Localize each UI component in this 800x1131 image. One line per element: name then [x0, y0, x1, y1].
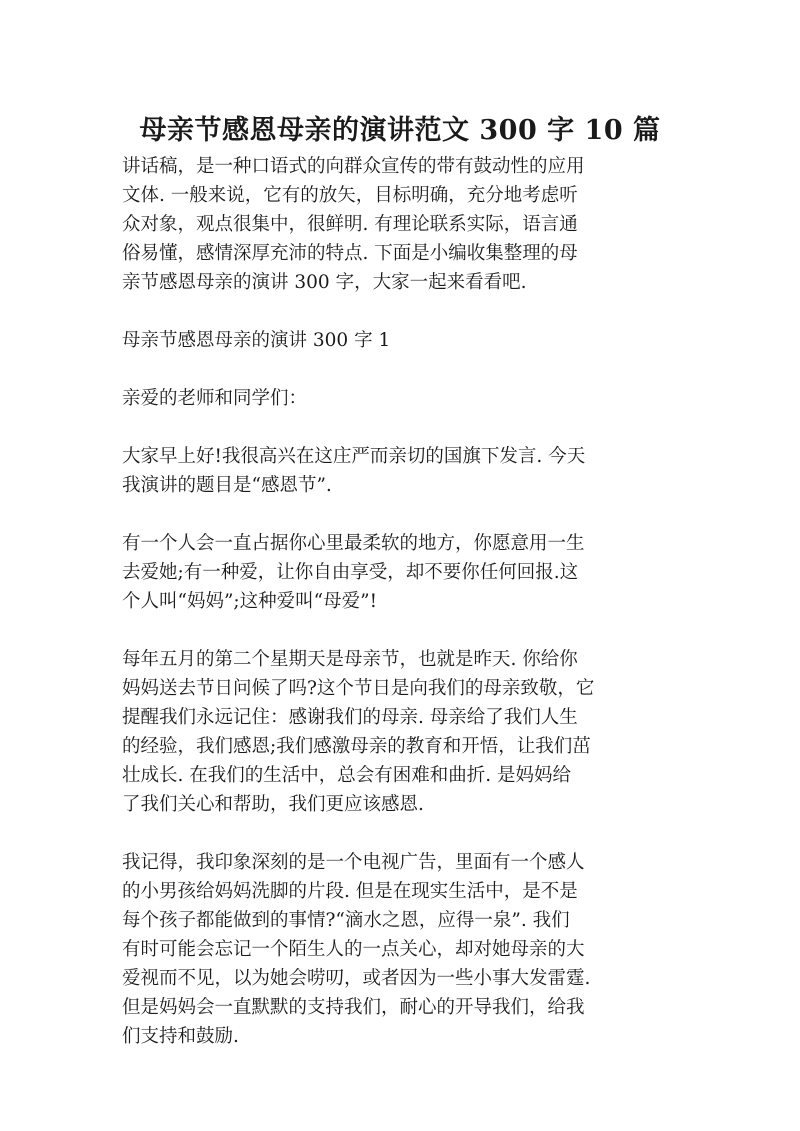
salutation-paragraph: 亲爱的老师和同学们：	[122, 388, 308, 409]
body-paragraph: 有一个人会一直占据你心里最柔软的地方，你愿意用一生 去爱她;有一种爱，让你自由享受，却不要你任何回报.这 个人叫“妈妈”;这种爱叫“母爱”!	[122, 533, 585, 612]
document-body	[122, 152, 662, 1080]
body-paragraph: 每年五月的第二个星期天是母亲节，也就是昨天. 你给你 妈妈送去节日问候了吗?这个节日是向我们的母亲致敬，它 提醒我们永远记住：感谢我们的母亲. 母亲给了我们人生 的经验，我们感恩;我们感激母亲的教育和开悟，让我们茁 壮成长. 在我们的生活中，总会有困难和曲折. 是妈妈给 了我们关心和帮助，我们更应该感恩.	[122, 649, 595, 815]
intro-paragraph: 讲话稿，是一种口语式的向群众宣传的带有鼓动性的应用 文体. 一般来说，它有的放矢，目标明确，充分地考虑听 众对象，观点很集中，很鲜明. 有理论联系实际，语言通 俗易懂，感情深厚充沛的特点. 下面是小编收集整理的母 亲节感恩母亲的演讲 300 字，大家一起来看看吧.	[122, 156, 585, 293]
body-paragraph: 我记得，我印象深刻的是一个电视广告，里面有一个感人 的小男孩给妈妈洗脚的片段. 但是在现实生活中，是不是 每个孩子都能做到的事情?“滴水之恩，应得一泉”. 我们 有时可能会忘记一个陌生人的一点关心，却对她母亲的大 爱视而不见，以为她会唠叨，或者因为一些小事大发雷霆. 但是妈妈会一直默默的支持我们，耐心的开导我们，给我 们支持和鼓励.	[122, 852, 591, 1047]
speech-heading: 母亲节感恩母亲的演讲 300 字 1	[122, 330, 391, 351]
page-title: 母亲节感恩母亲的演讲范文 300 字 10 篇	[139, 115, 661, 146]
body-paragraph: 大家早上好!我很高兴在这庄严而亲切的国旗下发言. 今天 我演讲的题目是“感恩节”.	[122, 446, 586, 496]
